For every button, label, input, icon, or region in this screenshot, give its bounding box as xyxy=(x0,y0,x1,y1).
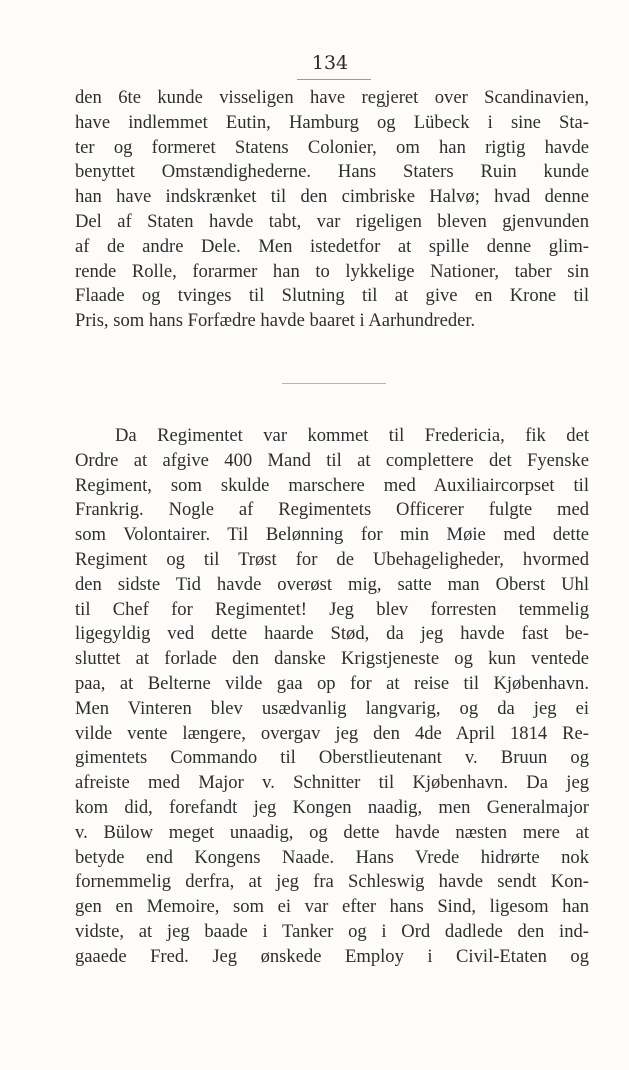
text-line: ligegyldig ved dette haarde Stød, da jeg havde fast be- xyxy=(75,623,589,645)
text-line: Regiment, som skulde marschere med Auxiliaircorpset til xyxy=(75,474,589,496)
text-line: den 6te kunde visseligen have regjeret over Scandinavien, xyxy=(75,87,589,108)
text-line: gen en Memoire, som ei var efter hans Sind, ligesom han xyxy=(75,896,589,918)
text-line: sluttet at forlade den danske Krigstjeneste og kun ventede xyxy=(75,648,589,670)
text-line: paa, at Belterne vilde gaa op for at reise til Kjøbenhavn. xyxy=(75,672,589,694)
text-line: den sidste Tid havde overøst mig, satte man Oberst Uhl xyxy=(75,573,589,595)
text-line: gimentets Commando til Oberstlieutenant v. Bruun og xyxy=(75,747,589,769)
text-line: rende Rolle, forarmer han to lykkelige Nationer, taber sin xyxy=(75,260,589,282)
text-line: som Volontairer. Til Belønning for min Møie med dette xyxy=(75,524,589,546)
section-divider xyxy=(282,383,386,384)
text-line: Ordre at afgive 400 Mand til at complettere det Fyenske xyxy=(75,449,589,471)
text-line: Men Vinteren blev usædvanlig langvarig, og da jeg ei xyxy=(75,697,589,719)
text-line: gaaede Fred. Jeg ønskede Employ i Civil-Etaten og xyxy=(75,945,589,967)
text-line: vidste, at jeg baade i Tanker og i Ord dadlede den ind- xyxy=(75,920,589,942)
text-line: Del af Staten havde tabt, var rigeligen bleven gjenvunden xyxy=(75,210,589,232)
text-line: Frankrig. Nogle af Regimentets Officerer fulgte med xyxy=(75,499,589,521)
text-line: Flaade og tvinges til Slutning til at give en Krone til xyxy=(75,285,589,307)
page-number: 134 xyxy=(311,52,349,74)
text-line: kom did, forefandt jeg Kongen naadig, men Generalmajor xyxy=(75,796,589,818)
text-line: han have indskrænket til den cimbriske Halvø; hvad denne xyxy=(75,186,589,208)
text-line: benyttet Omstændighederne. Hans Staters Ruin kunde xyxy=(75,161,589,183)
text-line: af de andre Dele. Men istedetfor at spille denne glim- xyxy=(75,235,589,257)
text-line: have indlemmet Eutin, Hamburg og Lübeck i sine Sta- xyxy=(75,111,589,133)
text-line: Da Regimentet var kommet til Fredericia, fik det xyxy=(115,425,589,446)
paragraph-1 xyxy=(75,86,589,334)
text-line: Regiment og til Trøst for de Ubehageligheder, hvormed xyxy=(75,548,589,570)
text-line: afreiste med Major v. Schnitter til Kjøbenhavn. Da jeg xyxy=(75,772,589,794)
text-line: v. Bülow meget unaadig, og dette havde næsten mere at xyxy=(75,821,589,843)
text-line: Pris, som hans Forfædre havde baaret i Aarhundreder. xyxy=(75,310,476,332)
text-line: fornemmelig derfra, at jeg fra Schleswig havde sendt Kon- xyxy=(75,871,589,893)
text-line: betyde end Kongens Naade. Hans Vrede hidrørte nok xyxy=(75,846,589,868)
paragraph-2 xyxy=(75,424,589,970)
text-line: vilde vente længere, overgav jeg den 4de April 1814 Re- xyxy=(75,722,589,744)
text-line: ter og formeret Statens Colonier, om han rigtig havde xyxy=(75,136,589,158)
page-number-rule xyxy=(297,79,371,80)
text-line: til Chef for Regimentet! Jeg blev forresten temmelig xyxy=(75,598,589,620)
